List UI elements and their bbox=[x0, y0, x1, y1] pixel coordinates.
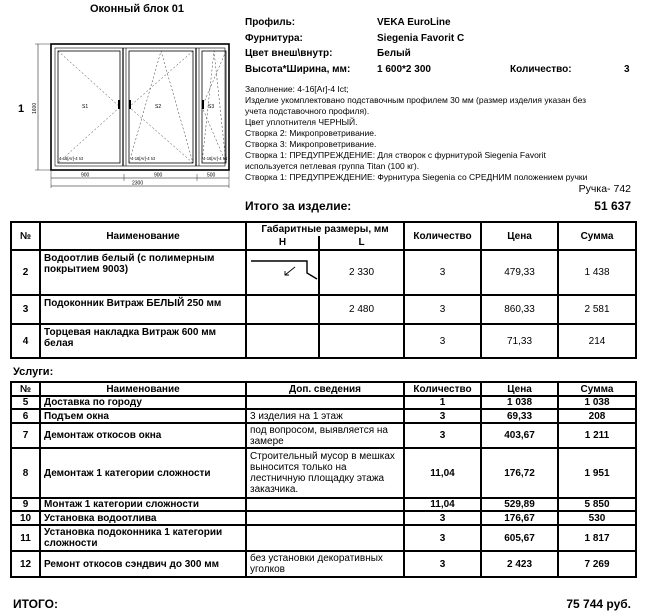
handle-2 bbox=[129, 100, 131, 109]
grand-total-label: ИТОГО: bbox=[13, 597, 58, 611]
height-dimension: 1600 bbox=[32, 102, 38, 114]
header-num: № bbox=[11, 222, 40, 250]
table-row: 3 Подоконник Витраж БЕЛЫЙ 250 мм 2 480 3 860,33 2 581 bbox=[11, 295, 636, 324]
sash-label-2: S2 bbox=[155, 104, 162, 110]
header-l: L bbox=[319, 236, 404, 250]
header-qty: Количество bbox=[404, 222, 481, 250]
spec-value-profile: VEKA EuroLine bbox=[377, 17, 451, 28]
flashing-profile-sketch bbox=[246, 250, 319, 295]
note-line: Створка 1: ПРЕДУПРЕЖДЕНИЕ: Для створок с фурнитурой Siegenia Favorit bbox=[245, 150, 546, 160]
note-line: учета подставочного профиля). bbox=[245, 106, 370, 116]
services-table bbox=[10, 381, 637, 578]
glass-label-3: 4-16[Ar]-4 Ict bbox=[203, 156, 228, 161]
header-price: Цена bbox=[481, 382, 558, 396]
grand-total-value: 75 744 руб. bbox=[566, 597, 631, 611]
table-row: 6 Подъем окна 3 изделия на 1 этаж 3 69,33 208 bbox=[11, 409, 636, 423]
total-width-dim: 2300 bbox=[132, 180, 144, 187]
block-title: Оконный блок 01 bbox=[90, 3, 185, 15]
note-line: используется петлевая группа Titan (100 кг). bbox=[245, 161, 420, 171]
note-line: Створка 1: ПРЕДУПРЕЖДЕНИЕ: Фурнитура Siegenia со СРЕДНИМ положением ручки bbox=[245, 172, 588, 182]
header-h: H bbox=[246, 236, 319, 250]
sash-label-3: S3 bbox=[208, 104, 215, 110]
spec-label-color: Цвет внеш\внутр: bbox=[245, 48, 333, 59]
spec-label-hardware: Фурнитура: bbox=[245, 33, 303, 44]
table-row: 10 Установка водоотлива 3 176,67 530 bbox=[11, 511, 636, 525]
header-name: Наименование bbox=[40, 222, 246, 250]
window-drawing bbox=[25, 28, 240, 193]
table-row: 11 Установка подоконника 1 категории сложности 3 605,67 1 817 bbox=[11, 525, 636, 551]
header-num: № bbox=[11, 382, 40, 396]
width-dim-1: 900 bbox=[81, 172, 90, 179]
header-name: Наименование bbox=[40, 382, 246, 396]
spec-label-profile: Профиль: bbox=[245, 17, 296, 28]
items-table bbox=[10, 221, 637, 359]
width-dim-3: 500 bbox=[207, 172, 216, 179]
handle-note: Ручка- 742 bbox=[578, 183, 631, 195]
handle-3 bbox=[202, 100, 204, 109]
spec-value-hardware: Siegenia Favorit C bbox=[377, 33, 465, 44]
table-row: 4 Торцевая накладка Витраж 600 мм белая 3 71,33 214 bbox=[11, 324, 636, 358]
quantity-value: 3 bbox=[624, 64, 630, 75]
handle-1 bbox=[118, 100, 120, 109]
header-sum: Сумма bbox=[558, 382, 636, 396]
note-line: Створка 3: Микропроветривание. bbox=[245, 139, 377, 149]
header-dims: Габаритные размеры, мм bbox=[246, 222, 404, 236]
sash-label-1: S1 bbox=[82, 104, 89, 110]
header-qty: Количество bbox=[404, 382, 481, 396]
table-row: 2 Водоотлив белый (с полимерным покрытием 9003) 2 330 3 479,33 1 438 bbox=[11, 250, 636, 295]
header-sum: Сумма bbox=[558, 222, 636, 250]
spec-label-size: Высота*Ширина, мм: bbox=[245, 64, 351, 75]
note-line: Заполнение: 4-16[Ar]-4 Ict; bbox=[245, 84, 349, 94]
quantity-label: Количество: bbox=[510, 64, 572, 75]
services-title: Услуги: bbox=[13, 366, 54, 378]
item-total-value: 51 637 bbox=[594, 199, 631, 213]
item-total-label: Итого за изделие: bbox=[245, 199, 352, 213]
note-line: Створка 2: Микропроветривание. bbox=[245, 128, 377, 138]
glass-label-1: 4-16[Ar]-4 Ict bbox=[59, 156, 84, 161]
header-info: Доп. сведения bbox=[246, 382, 404, 396]
block-index: 1 bbox=[18, 103, 25, 115]
width-dim-2: 900 bbox=[154, 172, 163, 179]
table-row: 12 Ремонт откосов сэндвич до 300 мм без установки декоративных уголков 3 2 423 7 269 bbox=[11, 551, 636, 577]
header-price: Цена bbox=[481, 222, 558, 250]
note-line: Цвет уплотнителя ЧЕРНЫЙ. bbox=[245, 117, 358, 127]
glass-label-2: 4-16[Ar]-4 Ict bbox=[131, 156, 156, 161]
spec-value-color: Белый bbox=[377, 48, 411, 59]
table-row: 7 Демонтаж откосов окна под вопросом, выявляется на замере 3 403,67 1 211 bbox=[11, 423, 636, 448]
spec-value-size: 1 600*2 300 bbox=[377, 64, 431, 75]
note-line: Изделие укомплектовано подставочным профилем 30 мм (размер изделия указан без bbox=[245, 95, 587, 105]
table-row: 9 Монтаж 1 категории сложности 11,04 529,89 5 850 bbox=[11, 498, 636, 511]
table-row: 5 Доставка по городу 1 1 038 1 038 bbox=[11, 396, 636, 409]
table-row: 8 Демонтаж 1 категории сложности Строительный мусор в мешках выносится только на лестничную площадку этажа заказчика. 11,04 176,72 1 951 bbox=[11, 448, 636, 498]
